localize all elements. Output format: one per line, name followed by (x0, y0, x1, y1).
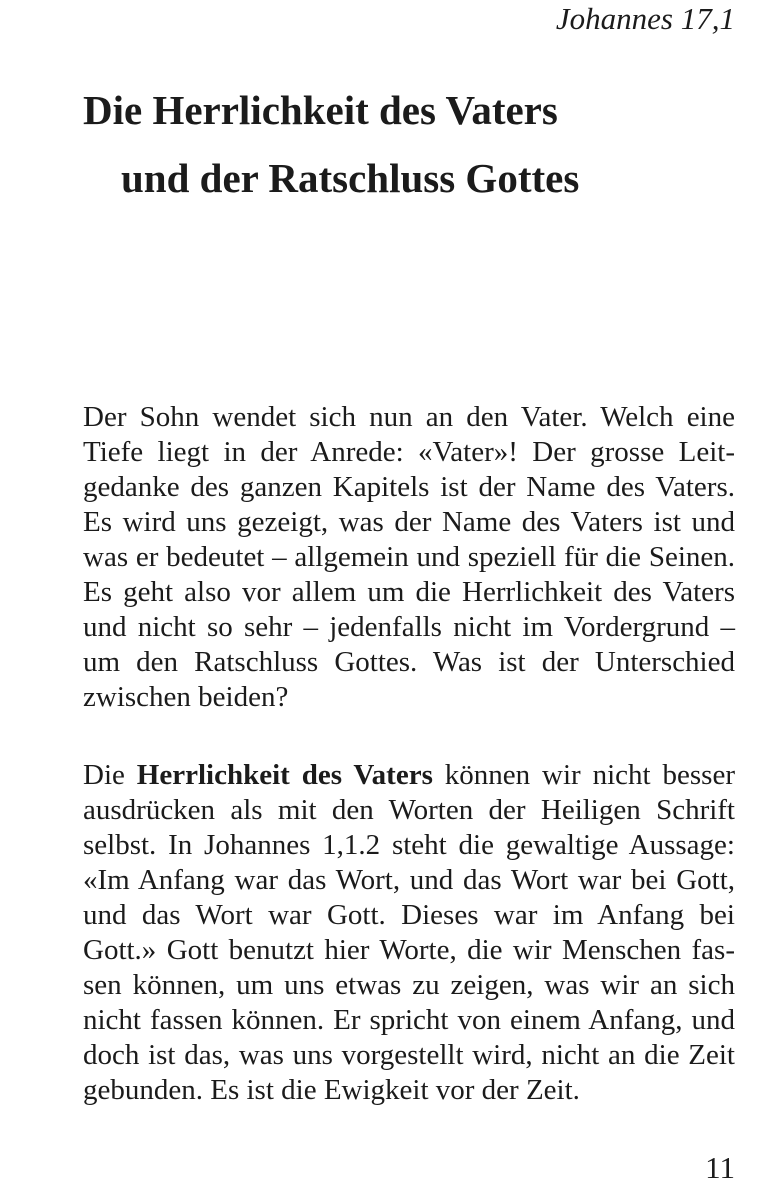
text-line: und nicht so sehr – jedenfalls nicht im Vordergrund – (83, 611, 735, 643)
text-line: ausdrücken als mit den Worten der Heiligen Schrift (83, 794, 735, 826)
text-line (83, 758, 735, 793)
text-line: zwischen beiden? (83, 681, 289, 713)
text-line: und das Wort war Gott. Dieses war im Anfang bei (83, 899, 735, 931)
text-line: um den Ratschluss Gottes. Was ist der Unterschied (83, 646, 735, 678)
text-line: Gott.» Gott benutzt hier Worte, die wir Menschen fas- (83, 934, 735, 966)
running-header: Johannes 17,1 (555, 1, 735, 36)
emphasized-text: Herrlichkeit des Vaters (136, 759, 433, 791)
text-line: «Im Anfang war das Wort, und das Wort war bei Gott, (83, 864, 735, 896)
text-line: Es geht also vor allem um die Herrlichkeit des Vaters (83, 576, 735, 608)
page-content (83, 0, 735, 1200)
chapter-title-line-1: Die Herrlichkeit des Vaters (83, 87, 558, 133)
text-line: was er bedeutet – allgemein und speziell für die Seinen. (83, 541, 735, 573)
text-line: Tiefe liegt in der Anrede: «Vater»! Der grosse Leit- (83, 436, 735, 468)
page-number: 11 (705, 1150, 735, 1185)
text-line: gedanke des ganzen Kapitels ist der Name des Vaters. (83, 471, 735, 503)
chapter-title (83, 87, 735, 201)
text-line: Es wird uns gezeigt, was der Name des Vaters ist und (83, 506, 735, 538)
plain-text: können wir nicht besser (432, 759, 735, 791)
text-line: selbst. In Johannes 1,1.2 steht die gewaltige Aussage: (83, 829, 735, 861)
paragraph (83, 758, 735, 1108)
plain-text: Die (83, 759, 137, 791)
chapter-title-line-2: und der Ratschluss Gottes (121, 155, 580, 201)
text-line: gebunden. Es ist die Ewigkeit vor der Zeit. (83, 1074, 580, 1106)
text-line: sen können, um uns etwas zu zeigen, was wir an sich (83, 969, 735, 1001)
text-line: nicht fassen können. Er spricht von einem Anfang, und (83, 1004, 735, 1036)
paragraph (83, 400, 735, 715)
text-line: doch ist das, was uns vorgestellt wird, nicht an die Zeit (83, 1039, 735, 1071)
text-line: Der Sohn wendet sich nun an den Vater. Welch eine (83, 401, 735, 433)
